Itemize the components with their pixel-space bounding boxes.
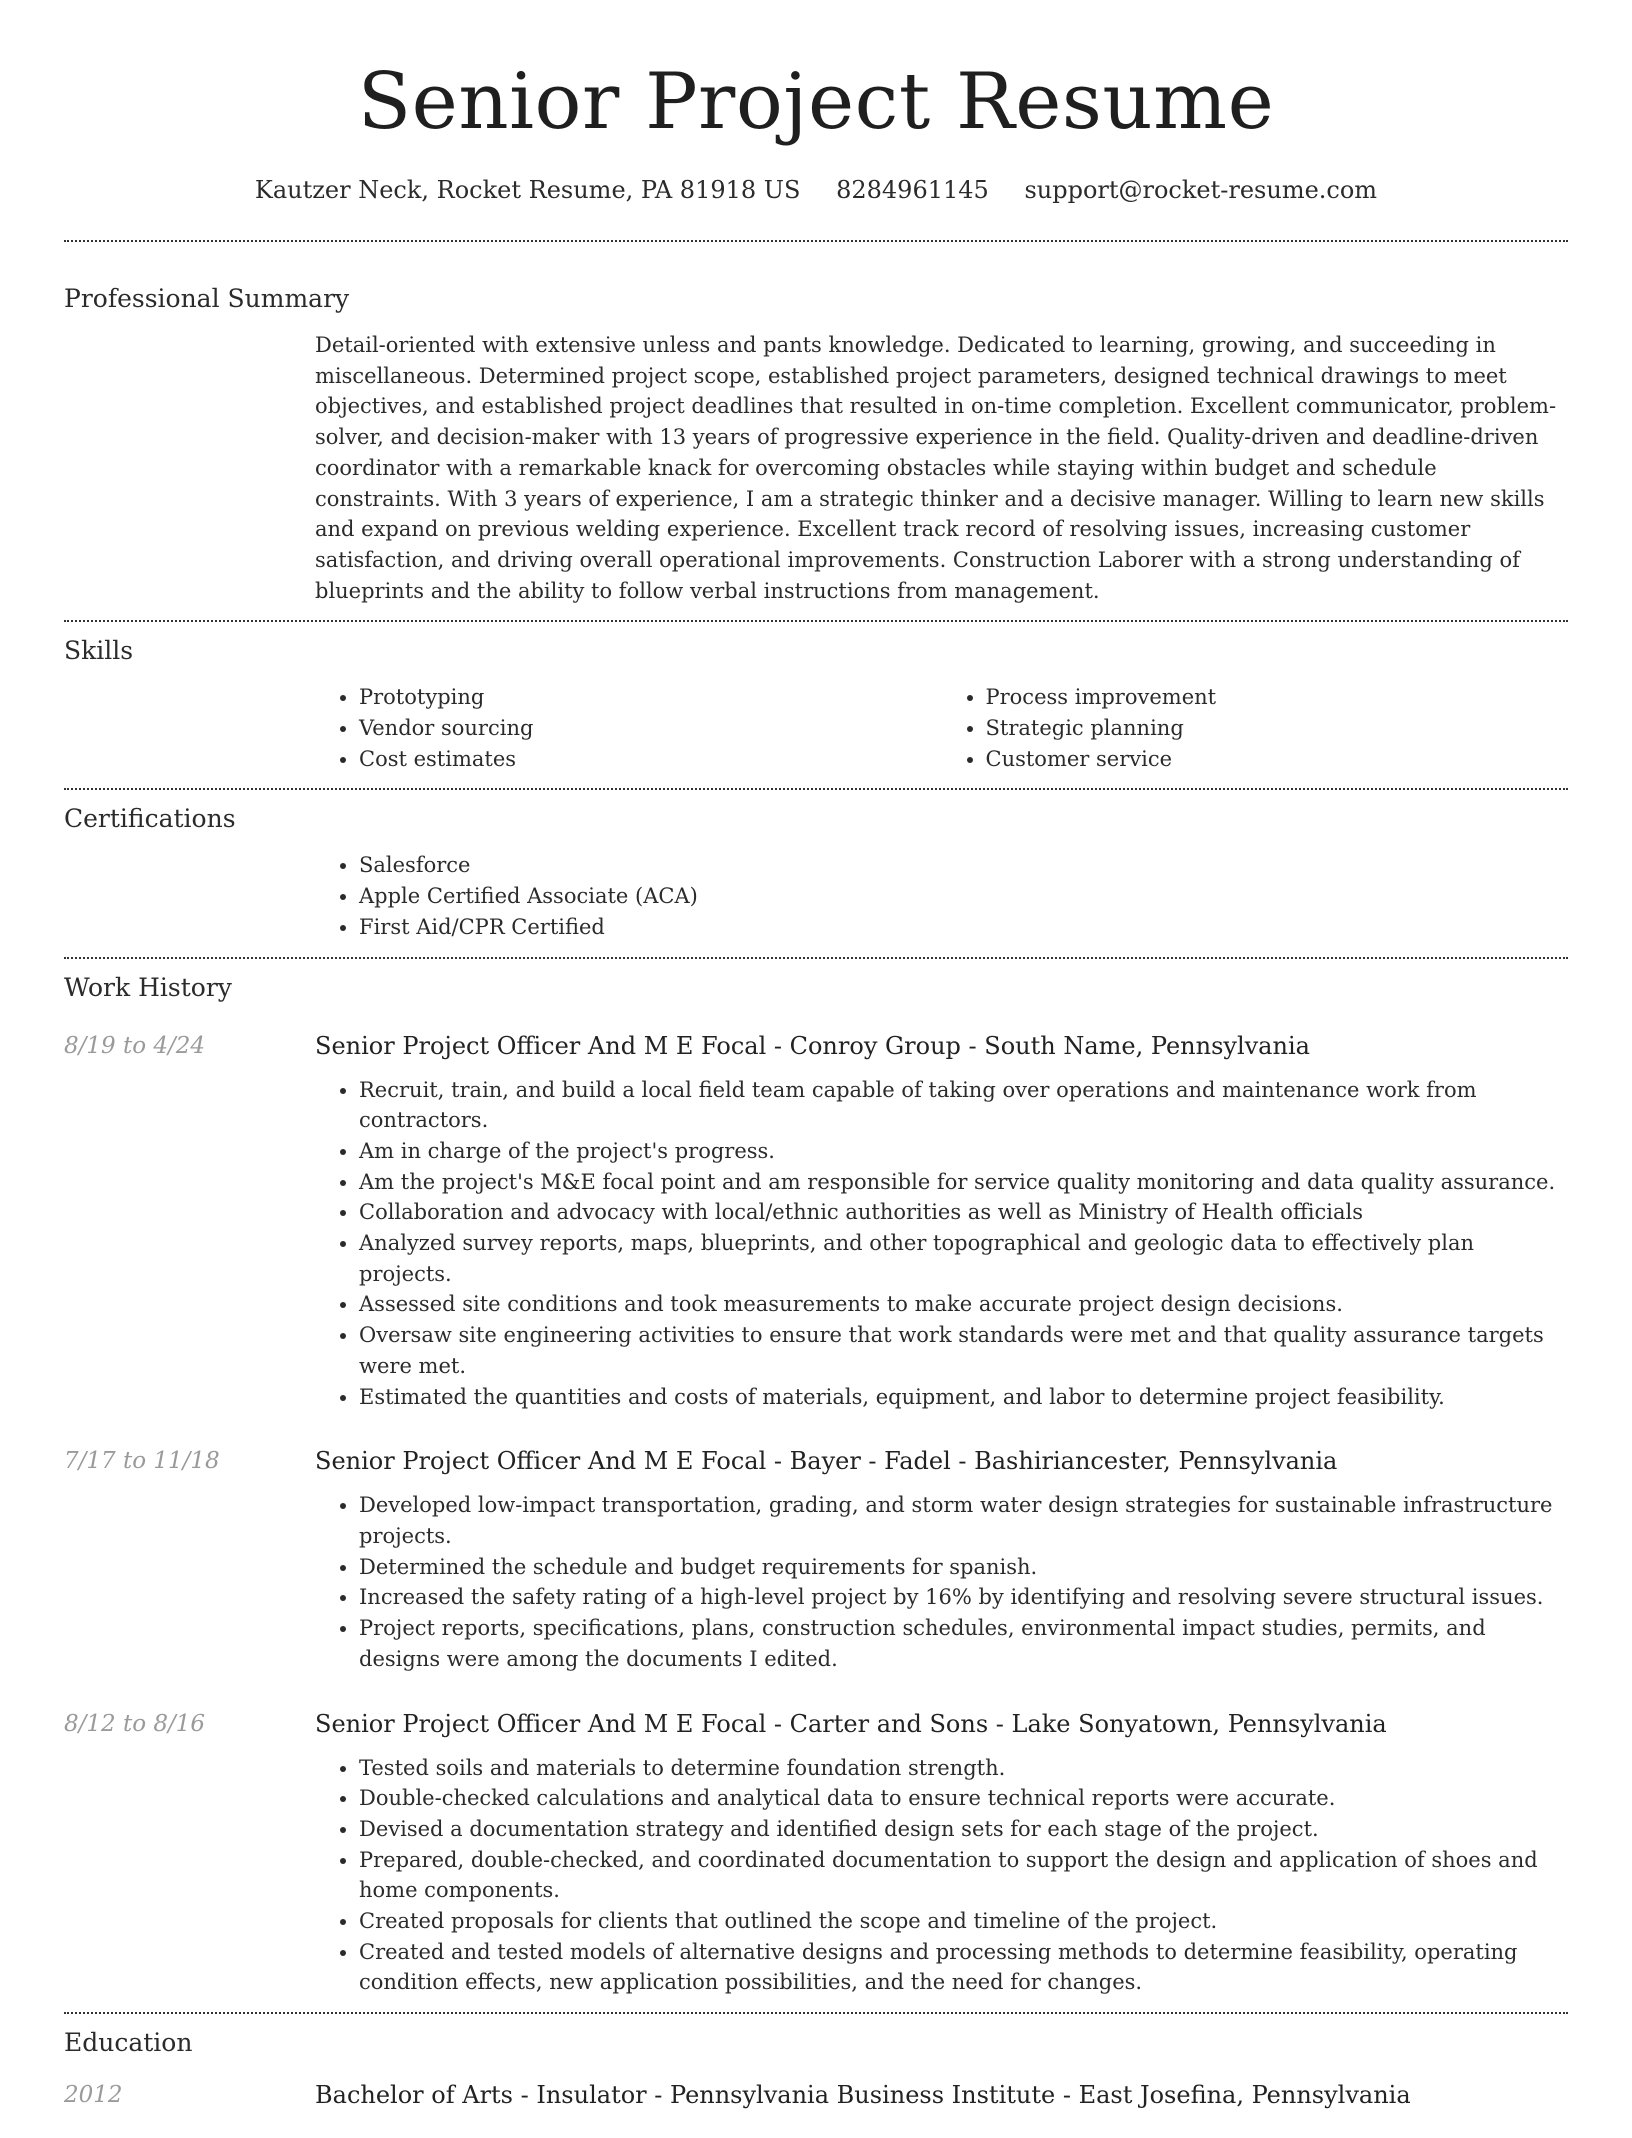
contact-email: support@rocket-resume.com: [1024, 176, 1378, 204]
job-bullet: • Project reports, specifications, plans, construction schedules, environmental impact studies, permits, and designs were among the documents I edited.: [359, 1613, 1568, 1674]
job-bullet: • Analyzed survey reports, maps, blueprints, and other topographical and geologic data to effectively plan projects.: [359, 1228, 1568, 1289]
job-date: 8/12 to 8/16: [64, 1710, 206, 1737]
job-bullets: [315, 1490, 1568, 1674]
skill-item: • Cost estimates: [359, 744, 942, 775]
work-history-section: [64, 959, 1568, 2013]
job-bullet: • Collaboration and advocacy with local/ethnic authorities as well as Ministry of Health officials: [359, 1197, 1568, 1228]
work-history-heading: Work History: [64, 972, 232, 1002]
summary-heading: Professional Summary: [64, 284, 350, 313]
education-heading: Education: [64, 2028, 193, 2058]
job-details: [315, 1707, 1568, 1999]
skill-item: • Prototyping: [359, 682, 942, 713]
job-bullet: • Oversaw site engineering activities to ensure that work standards were met and that quality assurance targets were met.: [359, 1320, 1568, 1381]
jobs-list: [64, 1029, 1568, 1999]
job-date: 8/19 to 4/24: [64, 1032, 206, 1059]
contact-line: [64, 174, 1568, 206]
education-date: 2012: [64, 2082, 123, 2109]
skills-heading: Skills: [64, 636, 134, 666]
certifications-section: [64, 790, 1568, 956]
job-bullet: • Created and tested models of alternative designs and processing methods to determine feasibility, operating condition effects, new application possibilities, and the need for changes.: [359, 1937, 1568, 1998]
job-title: Senior Project Officer And M E Focal - Bayer - Fadel - Bashiriancester, Pennsylvania: [315, 1447, 1338, 1476]
summary-section: [64, 242, 1568, 620]
contact-address: Kautzer Neck, Rocket Resume, PA 81918 US: [254, 176, 801, 204]
skills-section: [64, 622, 1568, 788]
job-entry: [64, 1707, 1568, 1999]
job-bullet: • Am the project's M&E focal point and am responsible for service quality monitoring and data quality assurance.: [359, 1167, 1568, 1198]
skill-item: • Vendor sourcing: [359, 713, 942, 744]
certifications-heading: Certifications: [64, 804, 236, 834]
job-bullet: • Devised a documentation strategy and identified design sets for each stage of the project.: [359, 1814, 1568, 1845]
skills-list-left: [315, 682, 942, 774]
job-bullets: [315, 1075, 1568, 1413]
job-bullet: • Determined the schedule and budget requirements for spanish.: [359, 1552, 1568, 1583]
summary-text: Detail-oriented with extensive unless and pants knowledge. Dedicated to learning, growing, and succeeding in miscellaneous. Determined project scope, established project parameters, designed technical drawings to meet objectives, and established project deadlines that resulted in on-time completion. Excellent communicator, problem-solver, and decision-maker with 13 years of progressive experience in the field. Quality-driven and deadline-driven coordinator with a remarkable knack for overcoming obstacles while staying within budget and schedule constraints. With 3 years of experience, I am a strategic thinker and a decisive manager. Willing to learn new skills and expand on previous welding experience. Excellent track record of resolving issues, increasing customer satisfaction, and driving overall operational improvements. Construction Laborer with a strong understanding of blueprints and the ability to follow verbal instructions from management.: [315, 333, 1557, 603]
education-section: [64, 2014, 1568, 2138]
resume-title: Senior Project Resume: [357, 57, 1275, 147]
summary-body: [315, 330, 1568, 606]
education-entry: [64, 2078, 1568, 2124]
job-date: 7/17 to 11/18: [64, 1448, 220, 1475]
job-bullet: • Am in charge of the project's progress.: [359, 1136, 1568, 1167]
job-bullet: • Double-checked calculations and analytical data to ensure technical reports were accurate.: [359, 1783, 1568, 1814]
job-bullet: • Prepared, double-checked, and coordinated documentation to support the design and application of shoes and home components.: [359, 1845, 1568, 1906]
skill-item: • Process improvement: [986, 682, 1569, 713]
certifications-body: [315, 850, 1568, 942]
certification-item: • Salesforce: [359, 850, 1568, 881]
certification-item: • First Aid/CPR Certified: [359, 912, 1568, 943]
job-bullet: • Increased the safety rating of a high-level project by 16% by identifying and resolving severe structural issues.: [359, 1582, 1568, 1613]
skills-grid: [315, 682, 1568, 774]
job-title: Senior Project Officer And M E Focal - Carter and Sons - Lake Sonyatown, Pennsylvania: [315, 1709, 1387, 1738]
job-entry: [64, 1029, 1568, 1427]
job-bullets: [315, 1753, 1568, 1999]
skill-item: • Customer service: [986, 744, 1569, 775]
job-bullet: • Recruit, train, and build a local field team capable of taking over operations and maintenance work from contractors.: [359, 1075, 1568, 1136]
job-bullet: • Estimated the quantities and costs of materials, equipment, and labor to determine project feasibility.: [359, 1382, 1568, 1413]
job-title: Senior Project Officer And M E Focal - Conroy Group - South Name, Pennsylvania: [315, 1031, 1310, 1060]
job-bullet: • Created proposals for clients that outlined the scope and timeline of the project.: [359, 1906, 1568, 1937]
job-details: [315, 1444, 1568, 1688]
education-details: [315, 2078, 1568, 2124]
certification-item: • Apple Certified Associate (ACA): [359, 881, 1568, 912]
job-details: [315, 1029, 1568, 1427]
education-title: Bachelor of Arts - Insulator - Pennsylvania Business Institute - East Josefina, Pennsylvania: [315, 2081, 1411, 2110]
contact-phone: 8284961145: [836, 176, 989, 204]
job-entry: [64, 1444, 1568, 1688]
job-bullet: • Assessed site conditions and took measurements to make accurate project design decisions.: [359, 1289, 1568, 1320]
skill-item: • Strategic planning: [986, 713, 1569, 744]
skills-list-right: [942, 682, 1569, 774]
job-bullet: • Tested soils and materials to determine foundation strength.: [359, 1753, 1568, 1784]
job-bullet: • Developed low-impact transportation, grading, and storm water design strategies for sustainable infrastructure projects.: [359, 1490, 1568, 1551]
certifications-list: [315, 850, 1568, 942]
